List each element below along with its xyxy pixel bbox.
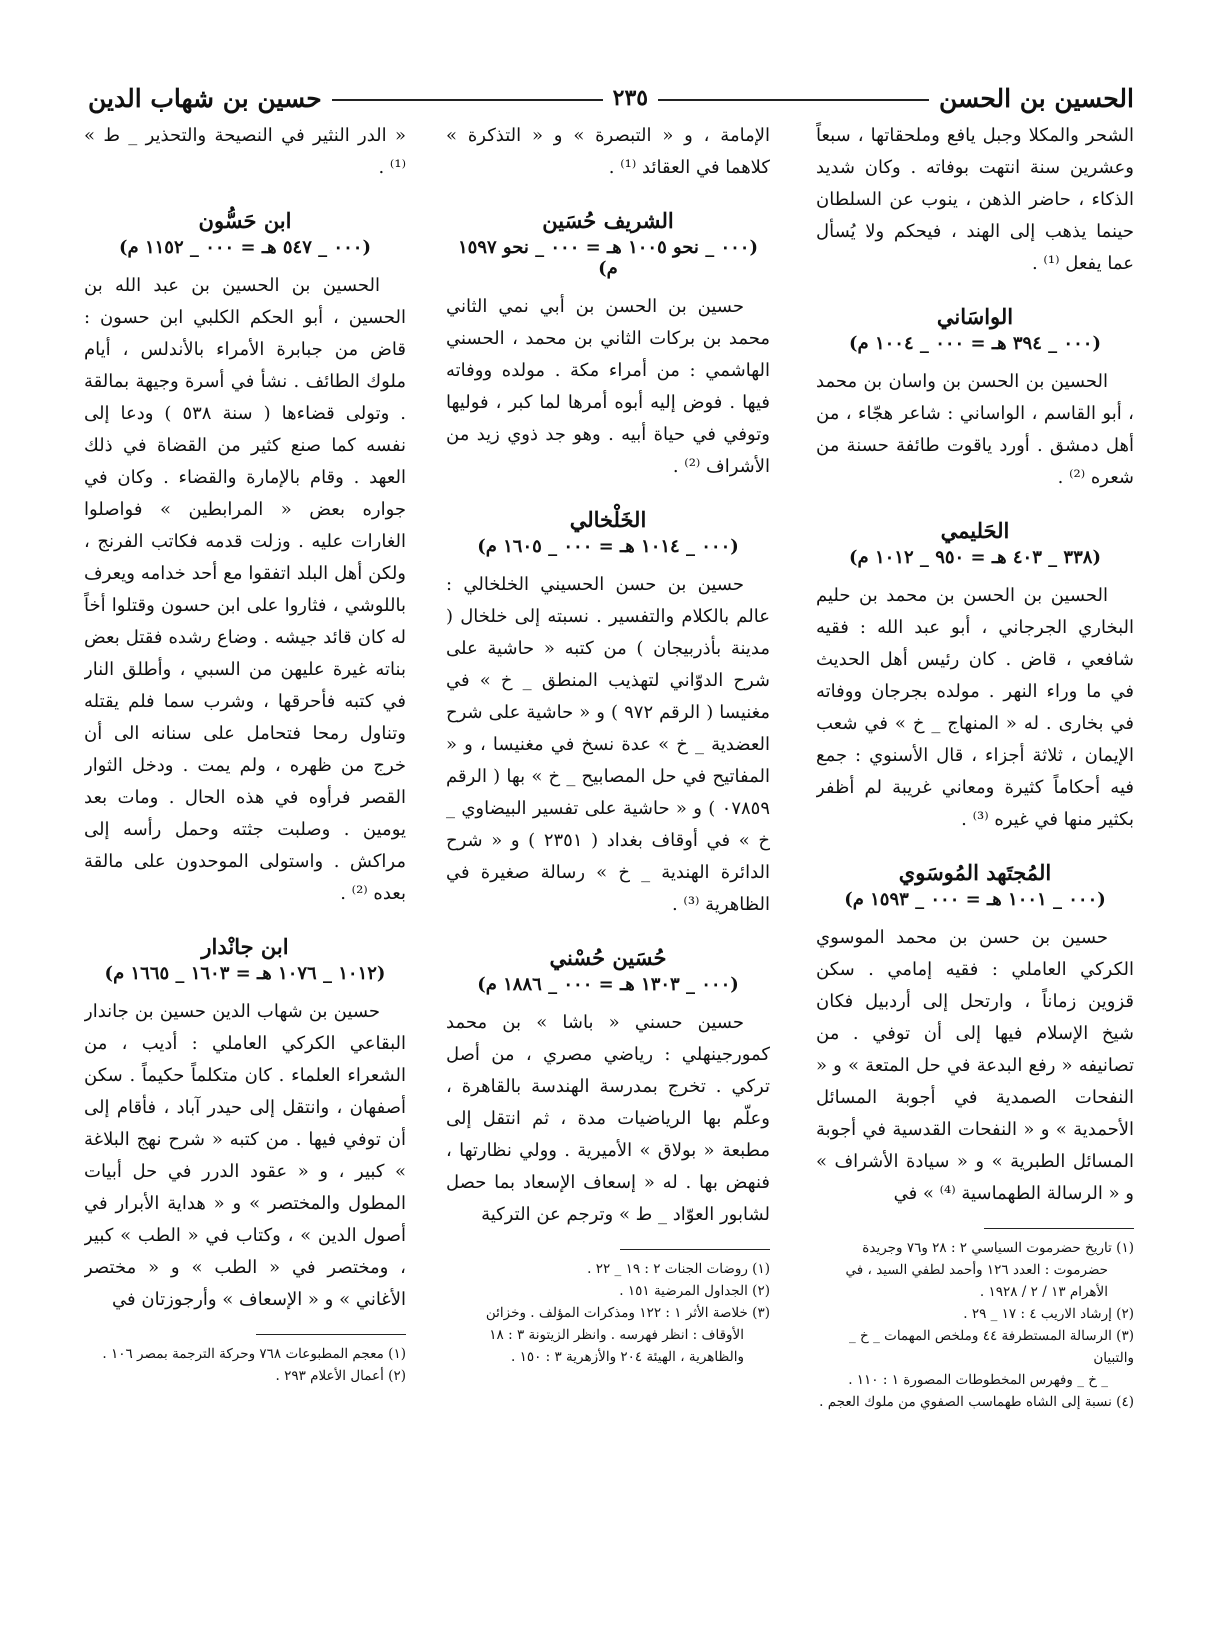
entry-dates: (١٠١٢ _ ١٠٧٦ هـ = ١٦٠٣ _ ١٦٦٥ م) xyxy=(104,963,386,984)
footnote-number: (٢) xyxy=(388,1368,406,1384)
entry-title: حُسَين حُسْني xyxy=(549,945,667,970)
footnote-continuation: الأهرام ١٣ / ٢ / ١٩٢٨ . xyxy=(979,1284,1108,1300)
column-intro: الشحر والمكلا وجبل يافع وملحقاتها ، سبعاً وعشرين سنة انتهت بوفاته . وكان شديد الذكاء ، حاضر الذهن ، ينوب عن السلطان حينما يذهب إلى الهند ، فيحكم ولا يُسأل عما يفعل ⁽¹⁾ . xyxy=(816,125,1134,274)
entry xyxy=(446,945,770,1231)
footnote xyxy=(816,1325,1134,1369)
footnote-number: (٣) xyxy=(752,1305,770,1321)
footnote-number: (٤) xyxy=(1116,1394,1134,1410)
column-right xyxy=(816,120,1134,1595)
entry-dates: (٠٠٠ _ ١٠١٤ هـ = ٠٠٠ _ ١٦٠٥ م) xyxy=(477,536,739,557)
footnote-number: (٢) xyxy=(752,1283,770,1299)
footnote xyxy=(446,1302,770,1324)
footnote-text: نسبة إلى الشاه طهماسب الصفوي من ملوك العجم . xyxy=(819,1394,1112,1410)
entry-dates: (٣٣٨ _ ٤٠٣ هـ = ٩٥٠ _ ١٠١٢ م) xyxy=(849,547,1101,568)
entry-title: ابن جانْدار xyxy=(201,934,289,959)
entry-dates: (٠٠٠ _ ١٠٠١ هـ = ٠٠٠ _ ١٥٩٣ م) xyxy=(844,889,1106,910)
entry-dates: (٠٠٠ _ ٣٩٤ هـ = ٠٠٠ _ ١٠٠٤ م) xyxy=(849,333,1101,354)
column-intro: « الدر النثير في النصيحة والتحذير _ ط » ⁽¹⁾ . xyxy=(84,125,406,178)
footnote xyxy=(816,1391,1134,1413)
footnote-number: (٣) xyxy=(1116,1328,1134,1344)
footnote-text: روضات الجنات ٢ : ١٩ _ ٢٢ . xyxy=(587,1261,748,1277)
footnote-number: (١) xyxy=(752,1261,770,1277)
entry-text: حسين بن الحسن بن أبي نمي الثاني محمد بن بركات الثاني بن محمد ، الحسني الهاشمي : من أمراء مكة . مولده ووفاته فيها . فوض إليه أبوه أمرها لما كبر ، فوليها وتوفي في حياة أبيه . وهو جد ذوي زيد من الأشراف ⁽²⁾ . xyxy=(446,296,770,477)
header-left-title: حسين بن شهاب الدين xyxy=(87,83,322,113)
footnote-rule xyxy=(620,1249,770,1250)
entry-text: حسين حسني « باشا » بن محمد كمورجينهلي : رياضي مصري ، من أصل تركي . تخرج بمدرسة الهندسة بالقاهرة ، وعلّم بها الرياضيات مدة ، ثم انتقل إلى مطبعة « بولاق » الأميرية . وولي نظارتها ، فنهض بها . له « إسعاف الإسعاد بما حصل لشابور العوّاد _ ط » وترجم عن التركية xyxy=(446,1012,770,1225)
entry-title: الخَلْخالي xyxy=(569,507,647,532)
column-intro: الإمامة ، و « التبصرة » و « التذكرة » كلاهما في العقائد ⁽¹⁾ . xyxy=(446,125,770,178)
footnote xyxy=(446,1258,770,1280)
entry xyxy=(816,304,1134,494)
footnote-number: (١) xyxy=(1116,1240,1134,1256)
entry-text: الحسين بن الحسن بن محمد بن حليم البخاري الجرجاني ، أبو عبد الله : فقيه شافعي ، قاض . كان رئيس أهل الحديث في ما وراء النهر . مولده بجرجان ووفاته في بخارى . له « المنهاج _ خ » في شعب الإيمان ، ثلاثة أجزاء ، قال الأسنوي : جمع فيه أحكاماً كثيرة ومعاني غريبة لم أظفر بكثير منها في غيره ⁽³⁾ . xyxy=(816,585,1134,830)
entry-text: حسين بن شهاب الدين حسين بن جاندار البقاعي الكركي العاملي : أديب ، من الشعراء العلماء . كان متكلماً حكيماً . سكن أصفهان ، وانتقل إلى حيدر آباد ، فأقام إلى أن توفي فيها . من كتبه « شرح نهج البلاغة » كبير ، و « عقود الدرر في حل أبيات المطول والمختصر » و « هداية الأبرار في أصول الدين » ، وكتاب في « الطب » كبير ، ومختصر في « الطب » و « مختصر الأغاني » و « الإسعاف » وأرجوزتان في xyxy=(84,1001,406,1310)
entry xyxy=(816,860,1134,1210)
entry-text: الحسين بن الحسين بن عبد الله بن الحسين ، أبو الحكم الكلبي ابن حسون : قاض من جبابرة الأمراء بالأندلس ، أيام ملوك الطائف . نشأ في أسرة وجيهة بمالقة . وتولى قضاءها ( سنة ٥٣٨ ) ودعا إلى نفسه كما صنع كثير من القضاة في ذلك العهد . وقام بالإمارة والقضاء . وكان في جواره بعض « المرابطين » فواصلوا الغارات عليه . وزلت قدمه فكاتب الفرنج ، ولكن أهل البلد اتفقوا مع أحد خدامه ويعرف باللوشي ، فثاروا على ابن حسون وقتلوا أخاً له كان قائد جيشه . وضاع رشده فقتل بعض بناته غيرة عليهن من السبي ، وأطلق النار في كتبه فأحرقها ، وشرب سما فلم يقتله وتناول رمحا فتحامل على سنانه الى أن خرج من ظهره ، ولم يمت . ودخل الثوار القصر فرأوه في هذه الحال . ومات بعد يومين . وصلبت جثته وحمل رأسه إلى مراكش . واستولى الموحدون على مالقة بعده ⁽²⁾ . xyxy=(84,275,406,904)
footnotes xyxy=(446,1258,770,1368)
footnote xyxy=(816,1303,1134,1325)
header-right-title: الحسين بن الحسن xyxy=(938,83,1134,113)
footnote-continuation: حضرموت : العدد ١٢٦ وأحمد لطفي السيد ، في xyxy=(845,1262,1108,1278)
column-left xyxy=(84,120,406,1595)
entry-title: الحَليمي xyxy=(940,518,1010,543)
entry-dates: (٠٠٠ _ نحو ١٠٠٥ هـ = ٠٠٠ _ نحو ١٥٩٧ م) xyxy=(457,237,759,279)
entry-text: حسين بن حسن الحسيني الخلخالي : عالم بالكلام والتفسير . نسبته إلى خلخال ( مدينة بأذربيجان ) من كتبه « حاشية على شرح الدوّاني لتهذيب المنطق _ خ » في مغنيسا ( الرقم ٩٧٢ ) و « حاشية على شرح العضدية _ خ » عدة نسخ في مغنيسا ، و « المفاتيح في حل المصابيح _ خ » بها ( الرقم ٠٧٨٥٩ ) و « حاشية على تفسير البيضاوي _ خ » في أوقاف بغداد ( ٢٣٥١ ) و « شرح الدائرة الهندية _ خ » رسالة صغيرة في الظاهرية ⁽³⁾ . xyxy=(446,574,770,915)
entry xyxy=(84,934,406,1316)
footnote-continuation: والظاهرية ، الهيئة ٢٠٤ والأزهرية ٣ : ١٥٠ . xyxy=(510,1349,744,1365)
header-rule xyxy=(658,99,929,101)
footnote-number: (١) xyxy=(388,1346,406,1362)
entry-dates: (٠٠٠ _ ١٣٠٣ هـ = ٠٠٠ _ ١٨٨٦ م) xyxy=(477,974,739,995)
footnote xyxy=(446,1280,770,1302)
entry-text: حسين بن حسن بن محمد الموسوي الكركي العاملي : فقيه إمامي . سكن قزوين زماناً ، وارتحل إلى أردبيل فكان شيخ الإسلام فيها إلى أن توفي . من تصانيفه « رفع البدعة في حل المتعة » و « النفحات الصمدية في أجوبة المسائل الأحمدية » و « النفحات القدسية في أجوبة المسائل الطبرية » و « سيادة الأشراف » و « الرسالة الطهماسية ⁽⁴⁾ » في xyxy=(816,927,1134,1204)
footnote-rule xyxy=(256,1334,406,1335)
entry-dates: (٠٠٠ _ ٥٤٧ هـ = ٠٠٠ _ ١١٥٢ م) xyxy=(119,237,371,258)
footnote-rule xyxy=(984,1228,1134,1229)
footnote-text: معجم المطبوعات ٧٦٨ وحركة الترجمة بمصر ١٠٦ . xyxy=(102,1346,384,1362)
entry xyxy=(446,507,770,921)
footnote-text: خلاصة الأثر ١ : ١٢٢ ومذكرات المؤلف . وخزائن xyxy=(485,1305,748,1321)
running-header xyxy=(88,78,1134,118)
header-rule xyxy=(332,99,603,101)
entry xyxy=(816,518,1134,836)
footnote-text: الرسالة المستطرفة ٤٤ وملخص المهمات _ خ _ والتبيان xyxy=(849,1328,1134,1366)
footnote-continuation: الأوقاف : انظر فهرسه . وانظر الزيتونة ٣ : ١٨ xyxy=(489,1327,744,1343)
entry xyxy=(84,208,406,910)
page-number: ٢٣٥ xyxy=(612,85,649,111)
entry xyxy=(446,208,770,483)
footnote-text: إرشاد الاريب ٤ : ١٧ _ ٢٩ . xyxy=(963,1306,1112,1322)
footnote xyxy=(84,1365,406,1387)
footnote-number: (٢) xyxy=(1116,1306,1134,1322)
entry-title: المُجتَهد المُوسَوي xyxy=(898,860,1052,885)
entry-title: ابن حَسُّون xyxy=(198,208,292,233)
footnote xyxy=(816,1237,1134,1259)
entry-text: الحسين بن الحسن بن واسان بن محمد ، أبو القاسم ، الواساني : شاعر هجّاء ، من أهل دمشق . أورد ياقوت طائفة حسنة من شعره ⁽²⁾ . xyxy=(816,371,1134,488)
entry-title: الشريف حُسَين xyxy=(542,208,674,233)
footnote-text: أعمال الأعلام ٢٩٣ . xyxy=(275,1368,384,1384)
footnote-text: تاريخ حضرموت السياسي ٢ : ٢٨ و٧٦ وجريدة xyxy=(862,1240,1112,1256)
footnotes xyxy=(816,1237,1134,1413)
entry-title: الواسَاني xyxy=(936,304,1014,329)
footnotes xyxy=(84,1343,406,1387)
column-middle xyxy=(446,120,770,1595)
footnote-text: الجداول المرضية ١٥١ . xyxy=(619,1283,748,1299)
footnote xyxy=(84,1343,406,1365)
footnote-continuation: _ خ _ وفهرس المخطوطات المصورة ١ : ١١٠ . xyxy=(848,1372,1108,1388)
